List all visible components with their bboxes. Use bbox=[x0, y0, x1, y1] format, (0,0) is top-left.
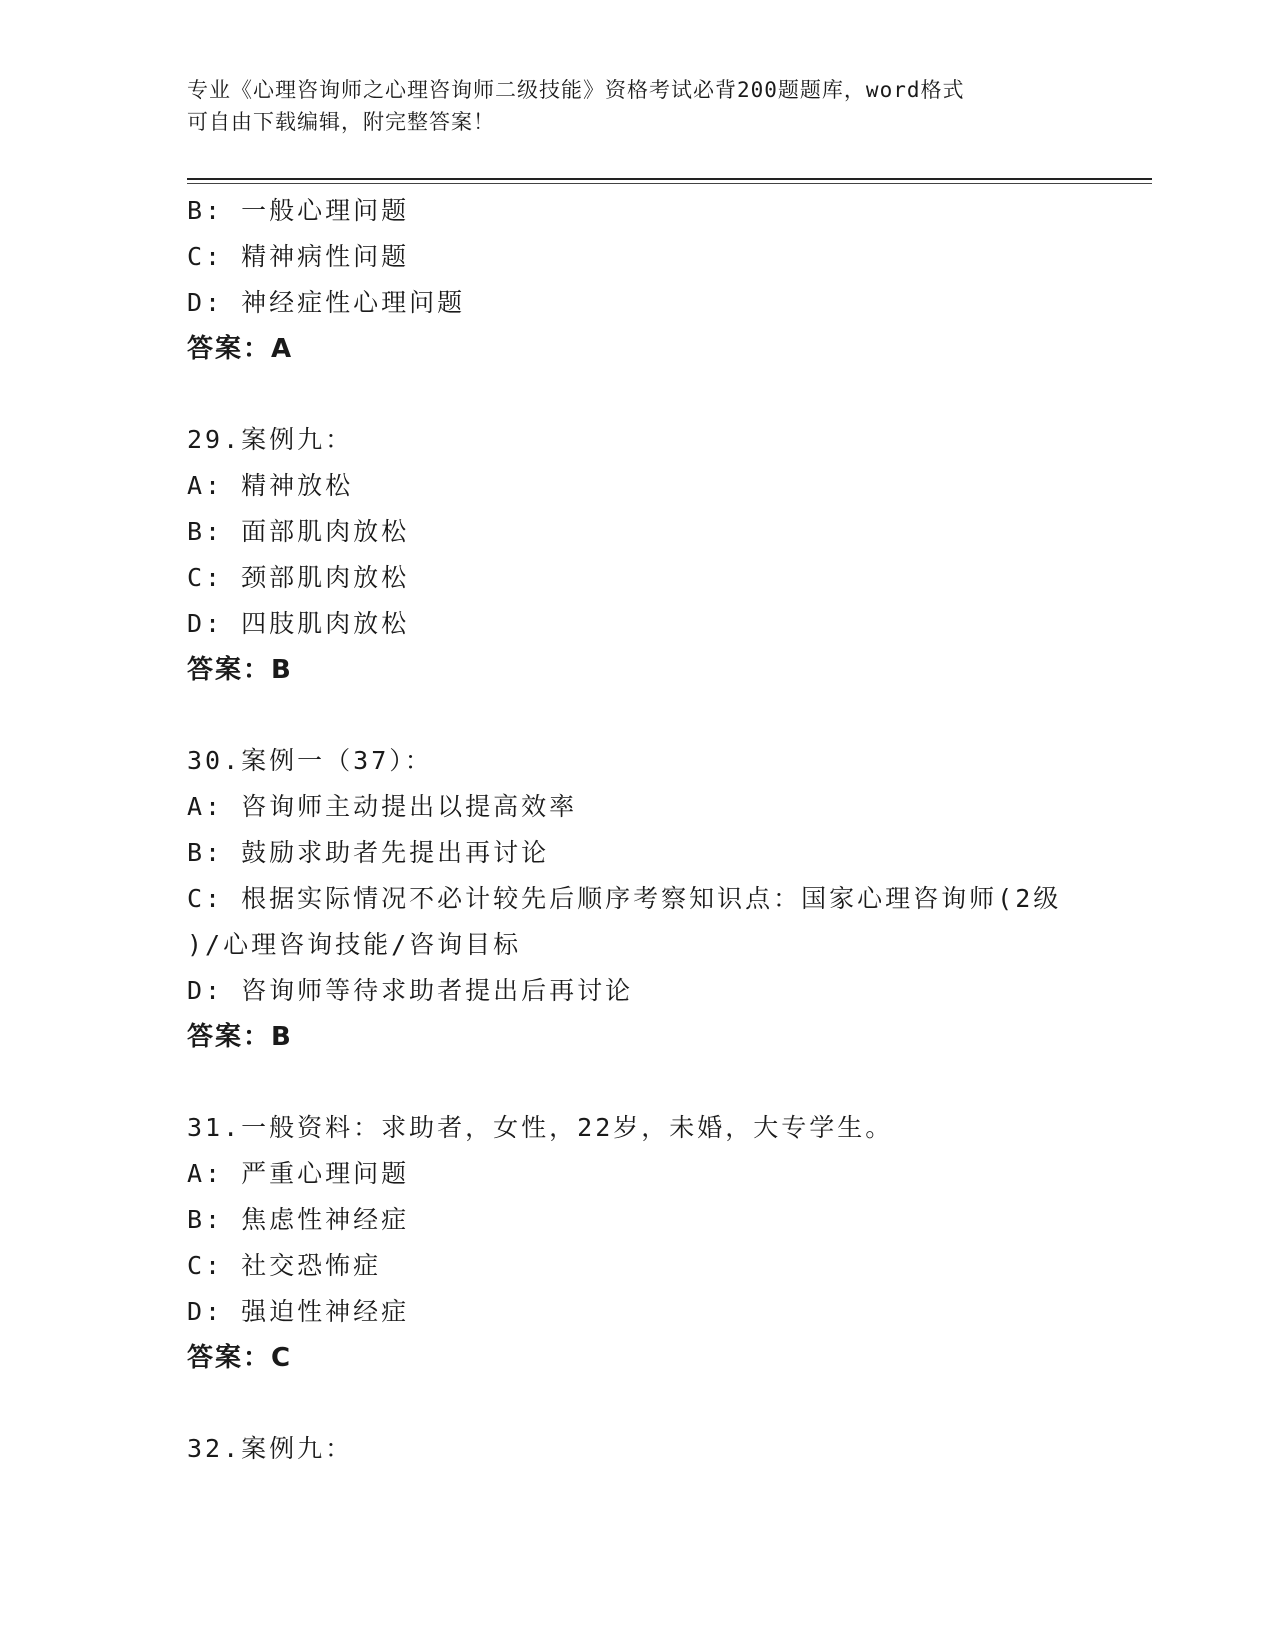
header-divider bbox=[187, 178, 1152, 180]
option-d: D: 四肢肌肉放松 bbox=[187, 609, 410, 638]
question-stem: 29.案例九： bbox=[187, 425, 354, 454]
question-31 bbox=[187, 1105, 1107, 1381]
question-stem: 31.一般资料：求助者，女性，22岁，未婚，大专学生。 bbox=[187, 1113, 894, 1142]
option-c-continued: )/心理咨询技能/咨询目标 bbox=[187, 930, 522, 959]
question-29 bbox=[187, 417, 1107, 693]
option-c: C: 根据实际情况不必计较先后顺序考察知识点：国家心理咨询师(2级 bbox=[187, 884, 1062, 913]
option-b: B: 面部肌肉放松 bbox=[187, 517, 410, 546]
question-stem: 32.案例九： bbox=[187, 1434, 354, 1463]
option-a: A: 严重心理问题 bbox=[187, 1159, 410, 1188]
question-stem: 30.案例一（37）： bbox=[187, 746, 433, 775]
option-b: B: 一般心理问题 bbox=[187, 196, 410, 225]
document-header bbox=[187, 74, 1067, 138]
option-d: D: 强迫性神经症 bbox=[187, 1297, 410, 1326]
header-divider-thin bbox=[187, 183, 1152, 184]
question-28-tail bbox=[187, 188, 1107, 372]
option-a: A: 精神放松 bbox=[187, 471, 354, 500]
answer-line: 答案：B bbox=[187, 1022, 293, 1052]
option-d: D: 神经症性心理问题 bbox=[187, 288, 466, 317]
header-title-line-2: 可自由下载编辑，附完整答案！ bbox=[187, 110, 495, 134]
answer-line: 答案：B bbox=[187, 655, 293, 685]
answer-line: 答案：C bbox=[187, 1343, 293, 1373]
option-a: A: 咨询师主动提出以提高效率 bbox=[187, 792, 578, 821]
option-d: D: 咨询师等待求助者提出后再讨论 bbox=[187, 976, 634, 1005]
option-c: C: 社交恐怖症 bbox=[187, 1251, 382, 1280]
header-title-line-1: 专业《心理咨询师之心理咨询师二级技能》资格考试必背200题题库，word格式 bbox=[187, 78, 965, 102]
option-c: C: 颈部肌肉放松 bbox=[187, 563, 410, 592]
option-b: B: 鼓励求助者先提出再讨论 bbox=[187, 838, 550, 867]
answer-line: 答案：A bbox=[187, 334, 294, 364]
option-b: B: 焦虑性神经症 bbox=[187, 1205, 410, 1234]
question-list bbox=[187, 188, 1107, 1472]
question-30 bbox=[187, 738, 1107, 1060]
option-c: C: 精神病性问题 bbox=[187, 242, 410, 271]
question-32 bbox=[187, 1426, 1107, 1472]
